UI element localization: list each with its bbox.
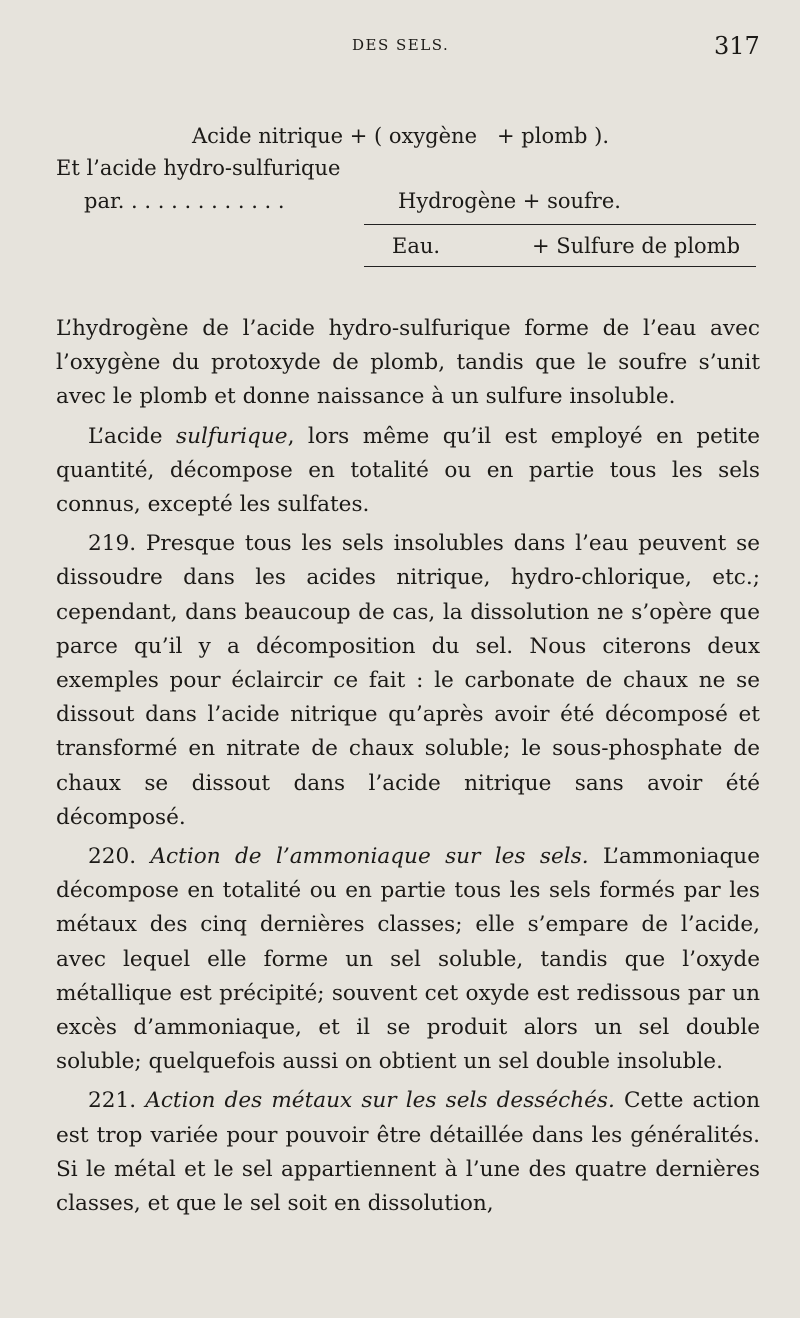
paragraph-221-number: 221. — [88, 1088, 137, 1114]
paragraph-219: 219. Presque tous les sels insolubles dans l’eau peuvent se dissoudre dans les acides nitrique, hydro-chlorique, etc.; cependant, dans beaucoup de cas, la dissolution ne s’opère que parce qu’il y a décomposition du sel. Nous citerons deux exemples pour éclaircir ce fait : le carbonate de chaux ne se dissout dans l’acide nitrique qu’après avoir été décomposé et transformé en nitrate de chaux soluble; le sous-phosphate de chaux se dissout dans l’acide nitrique sans avoir été décomposé. — [56, 531, 760, 830]
paragraph-221-rest: Cette action est trop variée pour pouvoir être détaillée dans les généralités. Si le métal et le sel appartiennent à l’une des quatre dernières classes, et que le sel soit en dissolution, — [56, 1088, 761, 1217]
paragraph-220-rest: L’ammoniaque décompose en totalité ou en partie tous les sels formés par les métaux des cinq dernières classes; elle s’empare de l’acide, avec lequel elle forme un sel soluble, tandis que l’oxyde métallique est précipité; souvent cet oxyde est redissous par un excès d’ammoniaque, et il se produit alors un sel double soluble; quelquefois aussi on obtient un sel double insoluble. — [56, 844, 760, 1075]
equation-line-4-left: Eau. — [392, 234, 441, 258]
page-header — [0, 32, 800, 72]
equation-line-4-right: + Sulfure de plomb — [532, 234, 741, 258]
paragraph-221 — [56, 1084, 760, 1221]
equation-line-2: Et l’acide hydro-sulfurique — [56, 156, 341, 180]
equation-line-3-lead: par. . . . . . . . . . . . . — [84, 189, 285, 213]
equation-rule-lower — [364, 266, 756, 267]
paragraph-2-rest: , lors même qu’il est employé en petite quantité, décompose en totalité ou en partie tous les sels connus, excepté les sulfates. — [56, 423, 760, 518]
paragraph-1: L’hydrogène de l’acide hydro-sulfurique forme de l’eau avec l’oxygène du protoxyde de plomb, tandis que le soufre s’unit avec le plomb et donne naissance à un sulfure insoluble. — [56, 316, 760, 410]
equation-rule-upper — [364, 224, 756, 225]
paragraph-2-lead: L’acide — [88, 423, 177, 449]
equation-line-1: Acide nitrique + ( oxygène + plomb ). — [192, 124, 610, 148]
paragraph-220-title: Action de l’ammoniaque sur les sels. — [150, 844, 589, 870]
paragraph-220 — [56, 840, 760, 1079]
paragraph-2-italic: sulfurique — [176, 423, 288, 449]
paragraph-221-title: Action des métaux sur les sels desséchés. — [145, 1088, 615, 1114]
body-text — [56, 312, 760, 1221]
equation-line-3-product: Hydrogène + soufre. — [398, 189, 621, 213]
paragraph-2 — [56, 420, 760, 523]
running-head: DES SELS. — [352, 36, 450, 54]
page-number: 317 — [714, 32, 760, 60]
paragraph-220-number: 220. — [88, 844, 137, 870]
